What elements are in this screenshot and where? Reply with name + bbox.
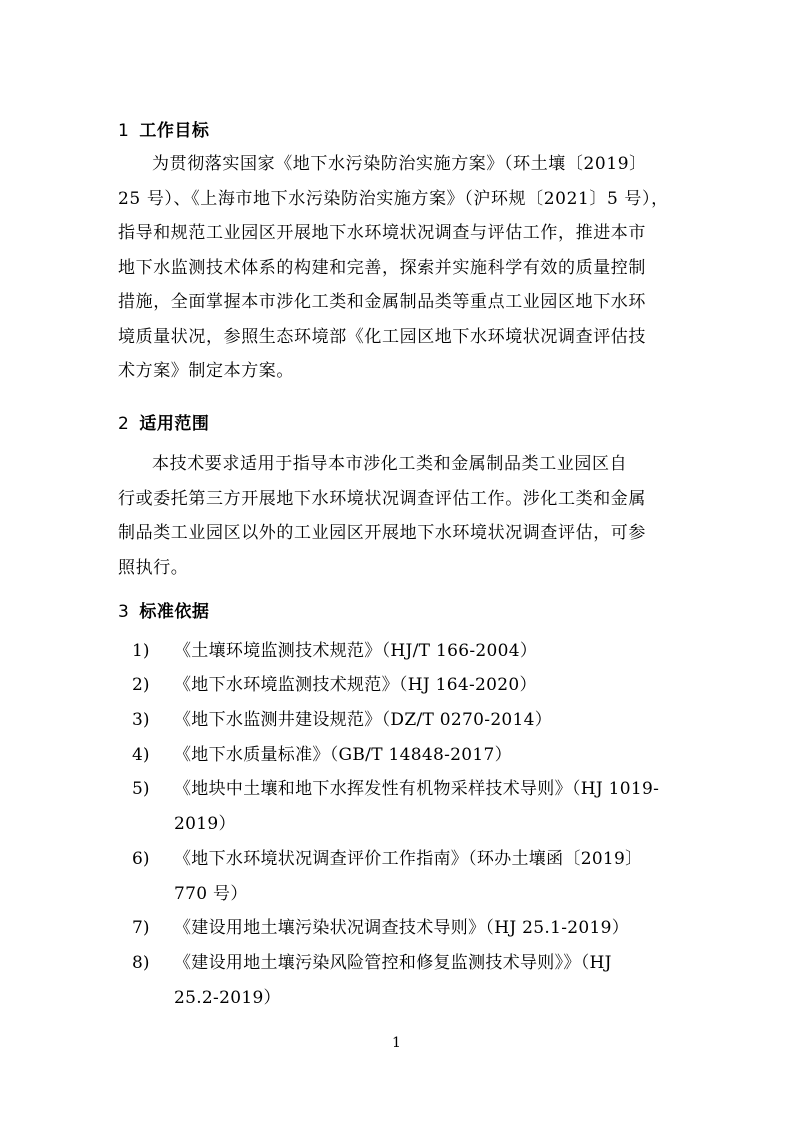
reference-index: 5) bbox=[132, 779, 150, 799]
reference-text: 《地下水环境状况调查评价工作指南》（环办土壤函〔2019〕 bbox=[174, 849, 643, 869]
reference-index: 3) bbox=[132, 710, 150, 730]
paragraph-line: 25 号）、《上海市地下水污染防治实施方案》（沪环规〔2021〕5 号）， bbox=[118, 188, 669, 209]
reference-text: 《地下水质量标准》（GB/T 14848-2017） bbox=[174, 745, 512, 765]
paragraph-line: 措施，全面掌握本市涉化工类和金属制品类等重点工业园区地下水环 bbox=[118, 292, 646, 312]
section-2-heading bbox=[118, 409, 209, 434]
reference-item bbox=[118, 634, 678, 669]
paragraph-line: 为贯彻落实国家《地下水污染防治实施方案》（环土壤〔2019〕 bbox=[152, 154, 647, 174]
section-number: 2 bbox=[118, 414, 130, 434]
section-3-heading bbox=[118, 597, 209, 622]
reference-index: 8) bbox=[132, 953, 150, 973]
paragraph-line: 照执行。 bbox=[118, 557, 189, 578]
reference-index: 6) bbox=[132, 849, 150, 869]
reference-index: 7) bbox=[132, 918, 150, 938]
reference-text: 2019） bbox=[174, 813, 236, 834]
section-number: 1 bbox=[118, 121, 130, 141]
reference-text: 《建设用地土壤污染风险管控和修复监测技术导则》》（HJ bbox=[174, 953, 612, 973]
reference-text: 25.2-2019） bbox=[174, 987, 281, 1008]
reference-text: 《地下水监测井建设规范》（DZ/T 0270-2014） bbox=[174, 710, 553, 730]
reference-text: 《地下水环境监测技术规范》（HJ 164-2020） bbox=[174, 675, 537, 695]
reference-text: 《建设用地土壤污染状况调查技术导则》（HJ 25.1-2019） bbox=[174, 918, 630, 938]
reference-index: 4) bbox=[132, 745, 150, 765]
section-1-heading bbox=[118, 116, 209, 141]
section-number: 3 bbox=[118, 602, 130, 622]
paragraph-line: 行或委托第三方开展地下水环境状况调查评估工作。涉化工类和金属 bbox=[118, 488, 646, 509]
reference-item bbox=[118, 911, 678, 946]
paragraph-line: 指导和规范工业园区开展地下水环境状况调查与评估工作，推进本市 bbox=[118, 223, 646, 243]
reference-text: 《地块中土壤和地下水挥发性有机物采样技术导则》（HJ 1019- bbox=[174, 779, 660, 799]
paragraph-line: 境质量状况，参照生态环境部《化工园区地下水环境状况调查评估技 bbox=[118, 326, 646, 347]
reference-index: 2) bbox=[132, 675, 150, 695]
reference-text: 《土壤环境监测技术规范》（HJ/T 166-2004） bbox=[174, 641, 538, 661]
paragraph-line: 本技术要求适用于指导本市涉化工类和金属制品类工业园区自 bbox=[152, 454, 628, 474]
reference-item bbox=[118, 772, 678, 841]
section-2-paragraph bbox=[118, 447, 678, 585]
paragraph-line: 地下水监测技术体系的构建和完善，探索并实施科学有效的质量控制 bbox=[118, 257, 646, 278]
reference-index: 1) bbox=[132, 641, 150, 661]
paragraph-line: 制品类工业园区以外的工业园区开展地下水环境状况调查评估，可参 bbox=[118, 523, 646, 543]
page-number: 1 bbox=[392, 1035, 401, 1051]
paragraph-line: 术方案》制定本方案。 bbox=[118, 361, 294, 381]
reference-item bbox=[118, 946, 678, 1015]
section-1-paragraph bbox=[118, 147, 678, 389]
reference-text: 770 号） bbox=[174, 883, 248, 904]
section-title: 标准依据 bbox=[139, 602, 210, 622]
reference-item bbox=[118, 738, 678, 773]
reference-item bbox=[118, 668, 678, 703]
section-title: 工作目标 bbox=[139, 121, 210, 141]
reference-item bbox=[118, 842, 678, 911]
section-title: 适用范围 bbox=[139, 414, 210, 434]
reference-item bbox=[118, 703, 678, 738]
